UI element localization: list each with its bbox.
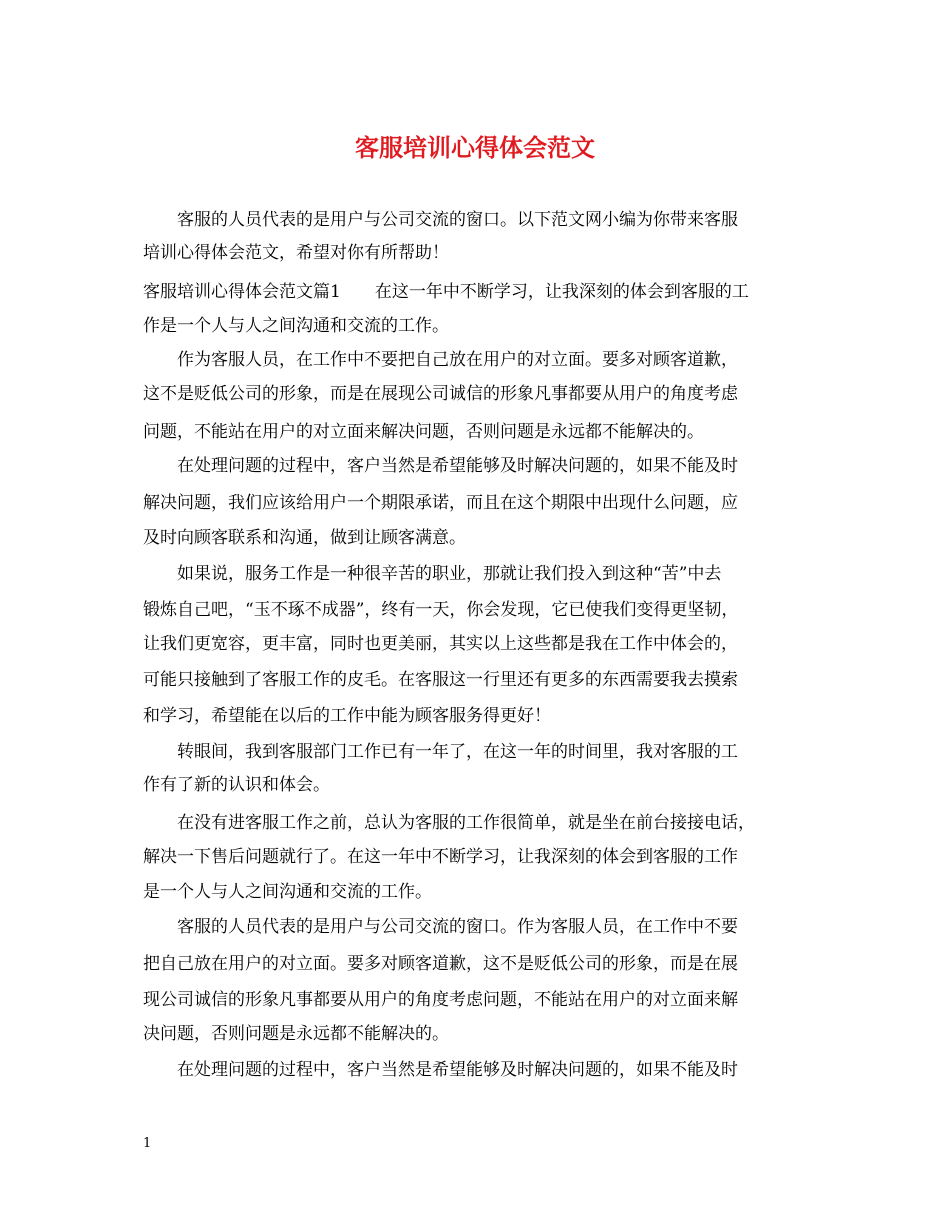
body-line-23: 现公司诚信的形象凡事都要从用户的角度考虑问题，不能站在用户的对立面来解 <box>143 990 738 1010</box>
body-line-22: 把自己放在用户的对立面。要多对顾客道歉，这不是贬低公司的形象，而是在展 <box>143 954 738 974</box>
body-line-12: 锻炼自己吧，“玉不琢不成器”，终有一天，你会发现，它已使我们变得更坚韧， <box>143 600 739 620</box>
page-number: 1 <box>143 1136 152 1151</box>
body-line-18: 在没有进客服工作之前，总认为客服的工作很简单，就是坐在前台接接电话， <box>143 813 755 833</box>
body-line-25: 在处理问题的过程中，客户当然是希望能够及时解决问题的，如果不能及时 <box>143 1060 738 1080</box>
body-line-19: 解决一下售后问题就行了。在这一年中不断学习，让我深刻的体会到客服的工作 <box>143 847 738 867</box>
body-line-4: 作是一个人与人之间沟通和交流的工作。 <box>143 316 449 336</box>
body-line-6: 这不是贬低公司的形象，而是在展现公司诚信的形象凡事都要从用户的角度考虑 <box>143 384 738 404</box>
body-line-9: 解决问题，我们应该给用户一个期限承诺，而且在这个期限中出现什么问题，应 <box>143 493 738 513</box>
body-line-5: 作为客服人员，在工作中不要把自己放在用户的对立面。要多对顾客道歉， <box>143 350 738 370</box>
body-line-16: 转眼间，我到客服部门工作已有一年了，在这一年的时间里，我对客服的工 <box>143 742 738 762</box>
body-line-21: 客服的人员代表的是用户与公司交流的窗口。作为客服人员，在工作中不要 <box>143 917 738 937</box>
body-line-13: 让我们更宽容，更丰富，同时也更美丽，其实以上这些都是我在工作中体会的， <box>143 634 738 654</box>
document-title: 客服培训心得体会范文 <box>355 133 595 162</box>
body-line-1: 客服的人员代表的是用户与公司交流的窗口。以下范文网小编为你带来客服 <box>143 210 738 230</box>
body-line-3: 客服培训心得体会范文篇1 在这一年中不断学习，让我深刻的体会到客服的工 <box>143 282 749 302</box>
body-line-24: 决问题，否则问题是永远都不能解决的。 <box>143 1024 449 1044</box>
body-line-14: 可能只接触到了客服工作的皮毛。在客服这一行里还有更多的东西需要我去摸索 <box>143 670 738 690</box>
body-line-8: 在处理问题的过程中，客户当然是希望能够及时解决问题的，如果不能及时 <box>143 456 738 476</box>
body-line-20: 是一个人与人之间沟通和交流的工作。 <box>143 882 432 902</box>
body-line-10: 及时向顾客联系和沟通，做到让顾客满意。 <box>143 528 466 548</box>
body-line-7: 问题，不能站在用户的对立面来解决问题，否则问题是永远都不能解决的。 <box>143 422 704 442</box>
body-line-11: 如果说，服务工作是一种很辛苦的职业，那就让我们投入到这种“苦”中去 <box>143 564 722 584</box>
body-line-15: 和学习，希望能在以后的工作中能为顾客服务得更好！ <box>143 706 551 726</box>
body-line-17: 作有了新的认识和体会。 <box>143 775 330 795</box>
body-line-2: 培训心得体会范文，希望对你有所帮助！ <box>143 243 449 263</box>
